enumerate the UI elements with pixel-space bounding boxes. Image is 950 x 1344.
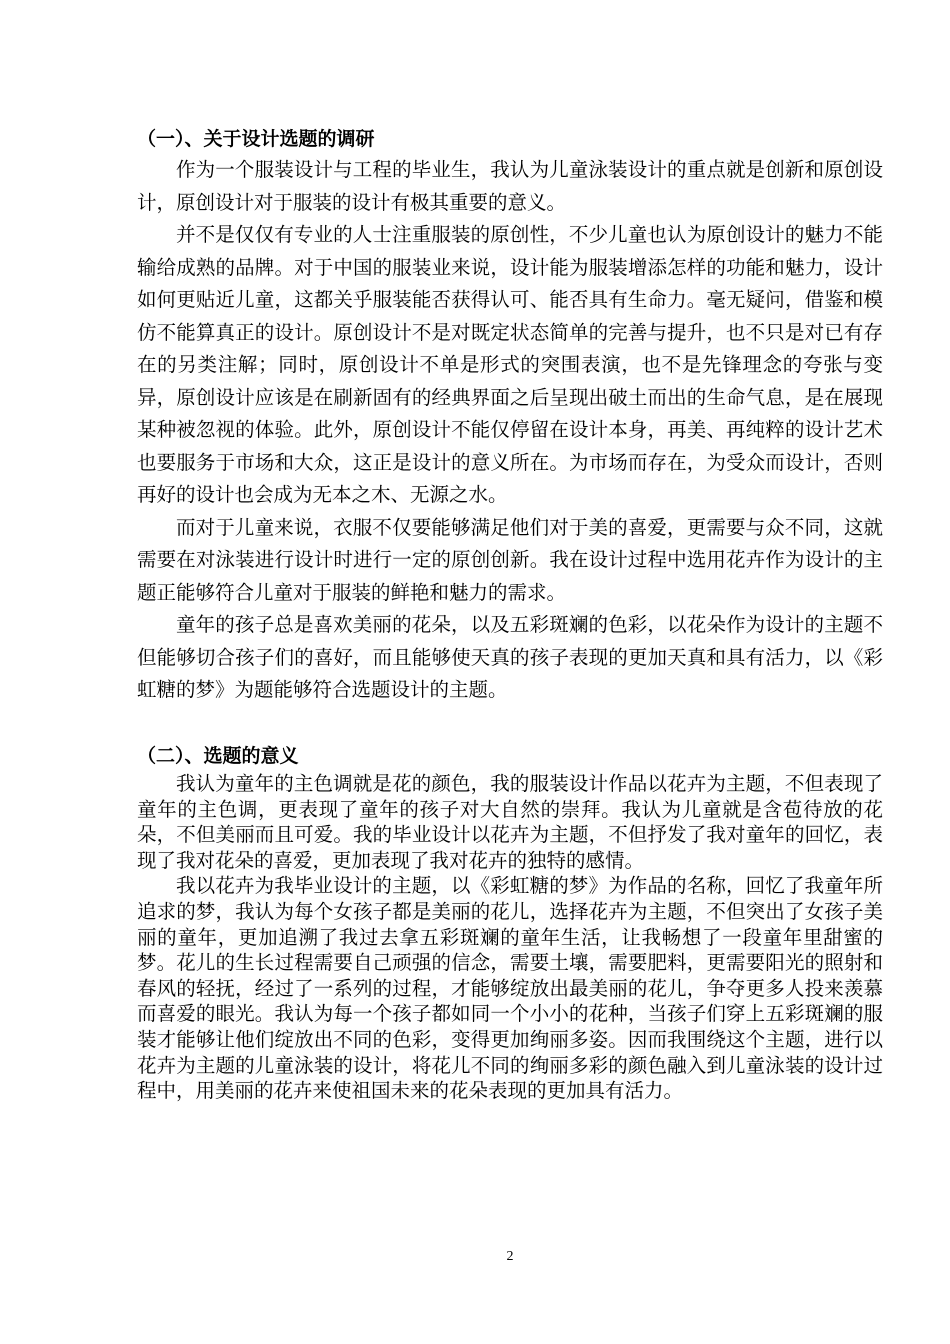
paragraph: 我认为童年的主色调就是花的颜色，我的服装设计作品以花卉为主题，不但表现了童年的主色调，更表现了童年的孩子对大自然的崇拜。我认为儿童就是含苞待放的花朵，不但美丽而且可爱。我的毕业设计以花卉为主题，不但抒发了我对童年的回忆，表现了我对花朵的喜爱，更加表现了我对花卉的独特的感情。 <box>137 772 883 872</box>
paragraph: 并不是仅仅有专业的人士注重服装的原创性，不少儿童也认为原创设计的魅力不能输给成熟的品牌。对于中国的服装业来说，设计能为服装增添怎样的功能和魅力，设计如何更贴近儿童，这都关乎服装能否获得认可、能否具有生命力。毫无疑问，借鉴和模仿不能算真正的设计。原创设计不是对既定状态简单的完善与提升，也不只是对已有存在的另类注解；同时，原创设计不单是形式的突围表演，也不是先锋理念的夸张与变异，原创设计应该是在刷新固有的经典界面之后呈现出破土而出的生命气息，是在展现某种被忽视的体验。此外，原创设计不能仅停留在设计本身，再美、再纯粹的设计艺术也要服务于市场和大众，这正是设计的意义所在。为市场而存在，为受众而设计，否则再好的设计也会成为无本之木、无源之水。 <box>137 223 883 506</box>
paragraph: 而对于儿童来说，衣服不仅要能够满足他们对于美的喜爱，更需要与众不同，这就需要在对泳装进行设计时进行一定的原创创新。我在设计过程中选用花卉作为设计的主题正能够符合儿童对于服装的鲜艳和魅力的需求。 <box>137 515 883 604</box>
section-heading: （一）、关于设计选题的调研 <box>137 128 375 150</box>
page-number: 2 <box>506 1249 514 1264</box>
paragraph: 我以花卉为我毕业设计的主题，以《彩虹糖的梦》为作品的名称，回忆了我童年所追求的梦，我认为每个女孩子都是美丽的花儿，选择花卉为主题，不但突出了女孩子美丽的童年，更加追溯了我过去拿五彩斑斓的童年生活，让我畅想了一段童年里甜蜜的梦。花儿的生长过程需要自己顽强的信念，需要土壤，需要肥料，更需要阳光的照射和春风的轻抚，经过了一系列的过程，才能够绽放出最美丽的花儿，争夺更多人投来羡慕而喜爱的眼光。我认为每一个孩子都如同一个小小的花种，当孩子们穿上五彩斑斓的服装才能够让他们绽放出不同的色彩，变得更加绚丽多姿。因而我围绕这个主题，进行以花卉为主题的儿童泳装的设计，将花儿不同的绚丽多彩的颜色融入到儿童泳装的设计过程中，用美丽的花卉来使祖国未来的花朵表现的更加具有活力。 <box>137 874 883 1103</box>
section-significance <box>137 741 883 1104</box>
section-research <box>137 124 883 707</box>
paragraph: 作为一个服装设计与工程的毕业生，我认为儿童泳装设计的重点就是创新和原创设计，原创设计对于服装的设计有极其重要的意义。 <box>137 158 883 214</box>
paragraph: 童年的孩子总是喜欢美丽的花朵，以及五彩斑斓的色彩，以花朵作为设计的主题不但能够切合孩子们的喜好，而且能够使天真的孩子表现的更加天真和具有活力，以《彩虹糖的梦》为题能够符合选题设计的主题。 <box>137 613 883 701</box>
section-heading: （二）、选题的意义 <box>137 745 299 767</box>
